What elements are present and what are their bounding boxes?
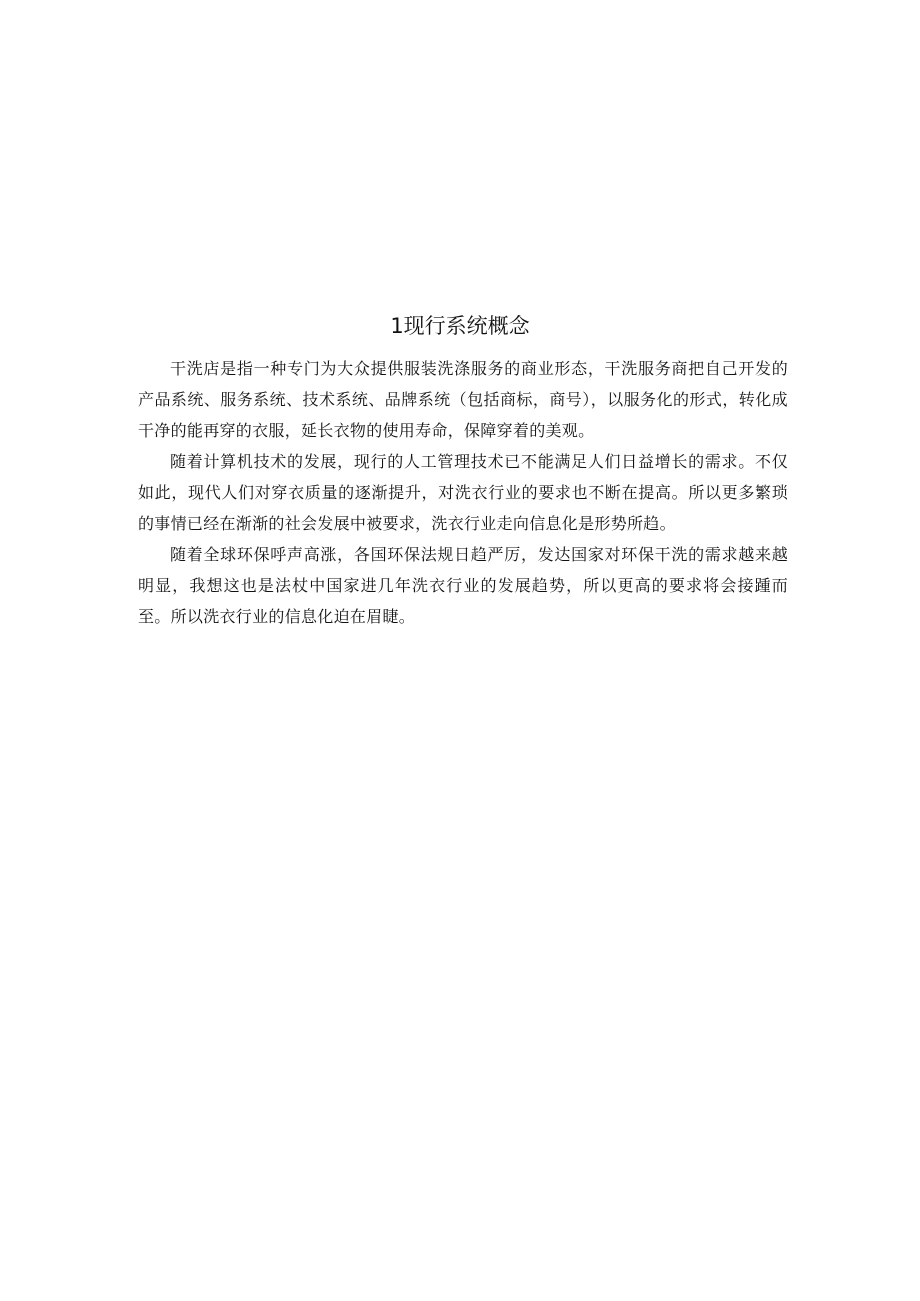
- paragraph-dry-cleaning-definition: 干洗店是指一种专门为大众提供服装洗涤服务的商业形态，干洗服务商把自己开发的产品系统、服务系统、技术系统、品牌系统（包括商标，商号），以服务化的形式，转化成干净的能再穿的衣服，延长衣物的使用寿命，保障穿着的美观。: [138, 359, 788, 440]
- section-body: [138, 353, 788, 632]
- paragraph-technology-development: 随着计算机技术的发展，现行的人工管理技术已不能满足人们日益增长的需求。不仅如此，现代人们对穿衣质量的逐渐提升，对洗衣行业的要求也不断在提高。所以更多繁琐的事情已经在渐渐的社会发展中被要求，洗衣行业走向信息化是形势所趋。: [138, 452, 788, 533]
- section-title: 1现行系统概念: [390, 314, 530, 338]
- paragraph-environmental-trend: 随着全球环保呼声高涨，各国环保法规日趋严厉，发达国家对环保干洗的需求越来越明显，我想这也是法杖中国家进几年洗衣行业的发展趋势，所以更高的要求将会接踵而至。所以洗衣行业的信息化迫在眉睫。: [138, 545, 788, 626]
